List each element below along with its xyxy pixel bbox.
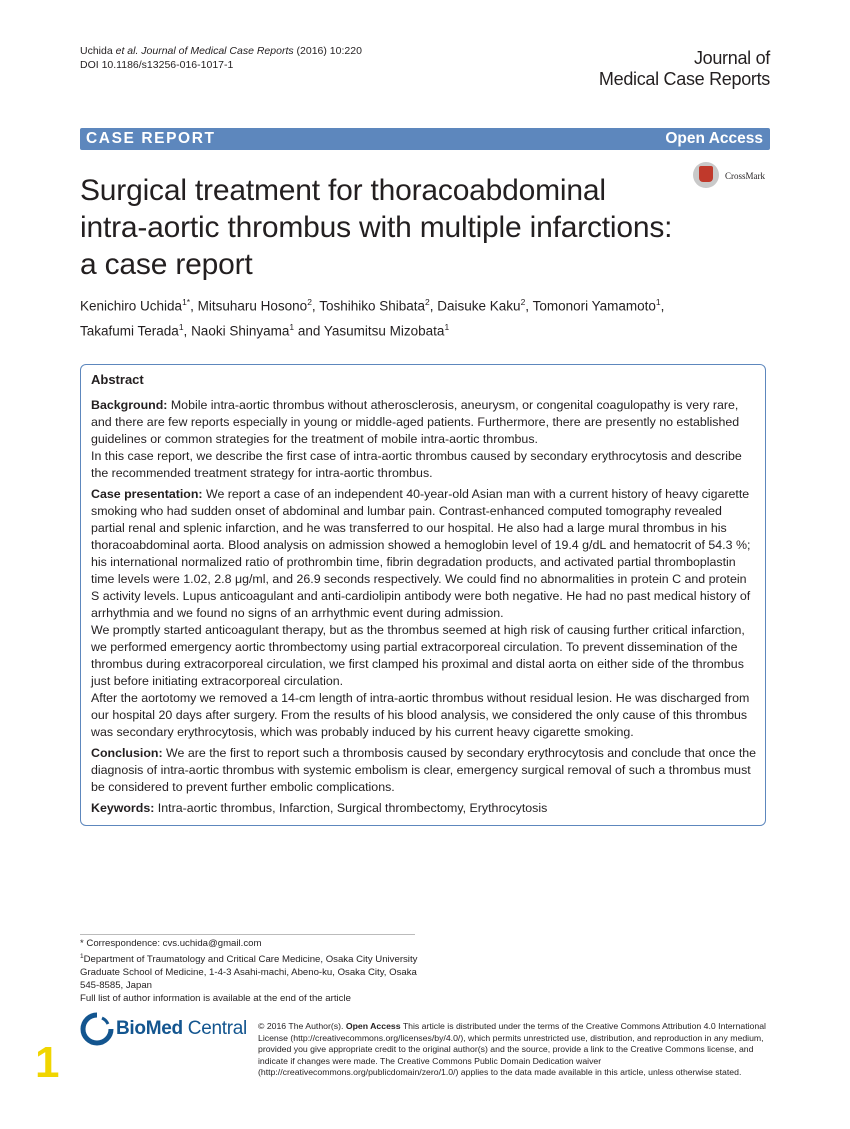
- article-type-banner: [80, 128, 770, 150]
- license-statement: [258, 1021, 768, 1079]
- author-name: Tomonori Yamamoto: [532, 298, 656, 314]
- abstract-conclusion: [91, 745, 757, 796]
- keywords: [91, 800, 757, 817]
- conclusion-text: We are the first to report such a thrombosis caused by secondary erythrocytosis and conclude that once the diagnosis of intra-aortic thrombus with systemic embolism is clear, emergency surgical removal of such a thrombus must be considered to prevent further embolic complications.: [91, 746, 757, 794]
- author-name: Takafumi Terada: [80, 323, 179, 338]
- author-separator: ,: [660, 298, 665, 314]
- author-name: Toshihiko Shibata: [319, 298, 426, 314]
- footnote-divider: [80, 934, 415, 935]
- author-separator: ,: [525, 298, 533, 314]
- abstract-case: [91, 486, 757, 622]
- affiliation-1: [80, 950, 425, 992]
- publisher-name-bold: BioMed: [116, 1018, 183, 1039]
- open-access-label: Open Access: [665, 130, 763, 147]
- footnotes: [80, 937, 425, 1005]
- license-prefix: © 2016 The Author(s).: [258, 1021, 346, 1031]
- correspondence: * Correspondence: cvs.uchida@gmail.com: [80, 938, 262, 949]
- journal-name-line2: Medical Case Reports: [598, 69, 770, 89]
- keywords-label: Keywords:: [91, 801, 155, 815]
- page-number: 1: [35, 1038, 60, 1087]
- citation-authors: Uchida: [80, 45, 116, 57]
- journal-name-line1: Journal of: [693, 48, 770, 68]
- article-type: CASE REPORT: [86, 130, 216, 147]
- crossmark-label: CrossMark: [725, 171, 765, 181]
- license-text: This article is distributed under the terms of the Creative Commons Attribution 4.0 International License (http://creativecommons.org/licenses/by/4.0/), which permits unrestricted use, distribution, and reproduction in any medium, provided you give appropriate credit to the original author(s) and the source, provide a link to the Creative Commons license, and indicate if changes were made. The Creative Commons Public Domain Dedication waiver (http://creativecommons.org/publicdomain/zero/1.0/) applies to the data made available in this article, unless otherwise stated.: [258, 1021, 766, 1078]
- author-affiliation: 2: [425, 297, 430, 307]
- author-affiliation: 1: [444, 321, 450, 332]
- affiliation-number: 1: [80, 953, 84, 960]
- author-list: [80, 292, 770, 341]
- author-name: Yasumitsu Mizobata: [323, 323, 445, 338]
- conclusion-label: Conclusion:: [91, 746, 163, 760]
- case-label: Case presentation:: [91, 487, 203, 501]
- biomed-central-icon: [80, 1012, 114, 1046]
- journal-logo: [599, 48, 770, 90]
- crossmark-badge[interactable]: [690, 162, 780, 194]
- citation-line: [80, 44, 362, 58]
- author-separator: ,: [311, 298, 320, 314]
- case-text: We report a case of an independent 40-year-old Asian man with a current history of heavy cigarette smoking who had sudden onset of abdominal and lumbar pain. Contrast-enhanced computed tomography revealed partial renal and splenic infarction, and he was transferred to our hospital. He also had a large mural thrombus in his thoracoabdominal aorta. Blood analysis on admission showed a hemoglobin level of 19.4 g/dL and hematocrit of 54.3 %; his international normalized ratio of prothrombin time, fibrin degradation products, and activated partial thromboplastin time levels were 1.02, 2.8 μg/ml, and 26.9 seconds respectively. We could find no abnormalities in protein C and protein S activity levels. Lupus anticoagulant and anti-cardiolipin antibody were both negative. He had no past medical history of arrhythmia and we found no signs of an arrhythmic event during admission.: [91, 487, 751, 620]
- affiliation-text: Department of Traumatology and Critical Care Medicine, Osaka City University Graduate School of Medicine, 1-4-3 Asahi-machi, Abeno-ku, Osaka City, Osaka 545-8585, Japan: [80, 954, 418, 992]
- author-affiliation: 1: [178, 321, 184, 332]
- author-separator: ,: [183, 323, 192, 338]
- citation-journal: Journal of Medical Case Reports: [138, 45, 294, 57]
- author-affiliation: 2: [307, 297, 312, 307]
- citation-etal: et al.: [115, 45, 139, 57]
- citation-volume: (2016) 10:220: [293, 45, 362, 57]
- author-name: Naoki Shinyama: [191, 323, 290, 338]
- full-author-info: Full list of author information is available at the end of the article: [80, 993, 351, 1005]
- author-affiliation: 2: [520, 297, 526, 307]
- author-name: Mitsuharu Hosono: [197, 298, 308, 314]
- background-text: Mobile intra-aortic thrombus without atherosclerosis, aneurysm, or congenital coagulopathy is very rare, and there are few reports especially in young or middle-aged patients. Furthermore, there are presently no established guidelines or common strategies for the treatment of mobile intra-aortic thrombus.: [91, 398, 740, 446]
- publisher-name: [116, 1018, 247, 1040]
- keywords-text: Intra-aortic thrombus, Infarction, Surgical thrombectomy, Erythrocytosis: [154, 801, 548, 815]
- author-separator: ,: [429, 298, 438, 314]
- author-separator: and: [294, 323, 324, 338]
- biomed-central-logo: [80, 1012, 250, 1048]
- crossmark-icon: [693, 162, 719, 188]
- doi: DOI 10.1186/s13256-016-1017-1: [80, 59, 234, 71]
- abstract-box: [80, 364, 766, 826]
- abstract-heading: Abstract: [91, 372, 144, 387]
- citation-header: [80, 44, 362, 72]
- author-affiliation: 1: [655, 297, 661, 307]
- author-affiliation: 1: [289, 321, 295, 332]
- author-separator: ,: [190, 298, 198, 314]
- abstract-case-2: We promptly started anticoagulant therapy, but as the thrombus seemed at high risk of causing further critical infarction, we performed emergency aortic thrombectomy using partial extracorporeal circulation. To prevent dissemination of the thrombus during extracorporeal circulation, we first clamped his proximal and distal aorta on either side of the thrombus just before initiating extracorporeal circulation.: [91, 623, 745, 688]
- article-title: Surgical treatment for thoracoabdominal intra-aortic thrombus with multiple infarctions: a case report: [80, 174, 673, 281]
- author-name: Kenichiro Uchida: [80, 298, 183, 314]
- author-name: Daisuke Kaku: [437, 298, 521, 314]
- abstract-case-3: After the aortotomy we removed a 14-cm length of intra-aortic thrombus without residual lesion. He was discharged from our hospital 20 days after surgery. From the results of his blood analysis, we considered the only cause of this thrombus was secondary erythrocytosis, which was probably induced by his current heavy cigarette smoking.: [91, 691, 750, 739]
- license-open-access: Open Access: [345, 1021, 401, 1031]
- publisher-name-rest: Central: [182, 1018, 247, 1039]
- abstract-background-2: In this case report, we describe the first case of intra-aortic thrombus caused by secondary erythrocytosis and describe the recommended treatment strategy for intra-aortic thrombus.: [91, 449, 742, 480]
- abstract-background: [91, 397, 757, 448]
- background-label: Background:: [91, 398, 168, 412]
- author-affiliation: 1*: [182, 297, 191, 307]
